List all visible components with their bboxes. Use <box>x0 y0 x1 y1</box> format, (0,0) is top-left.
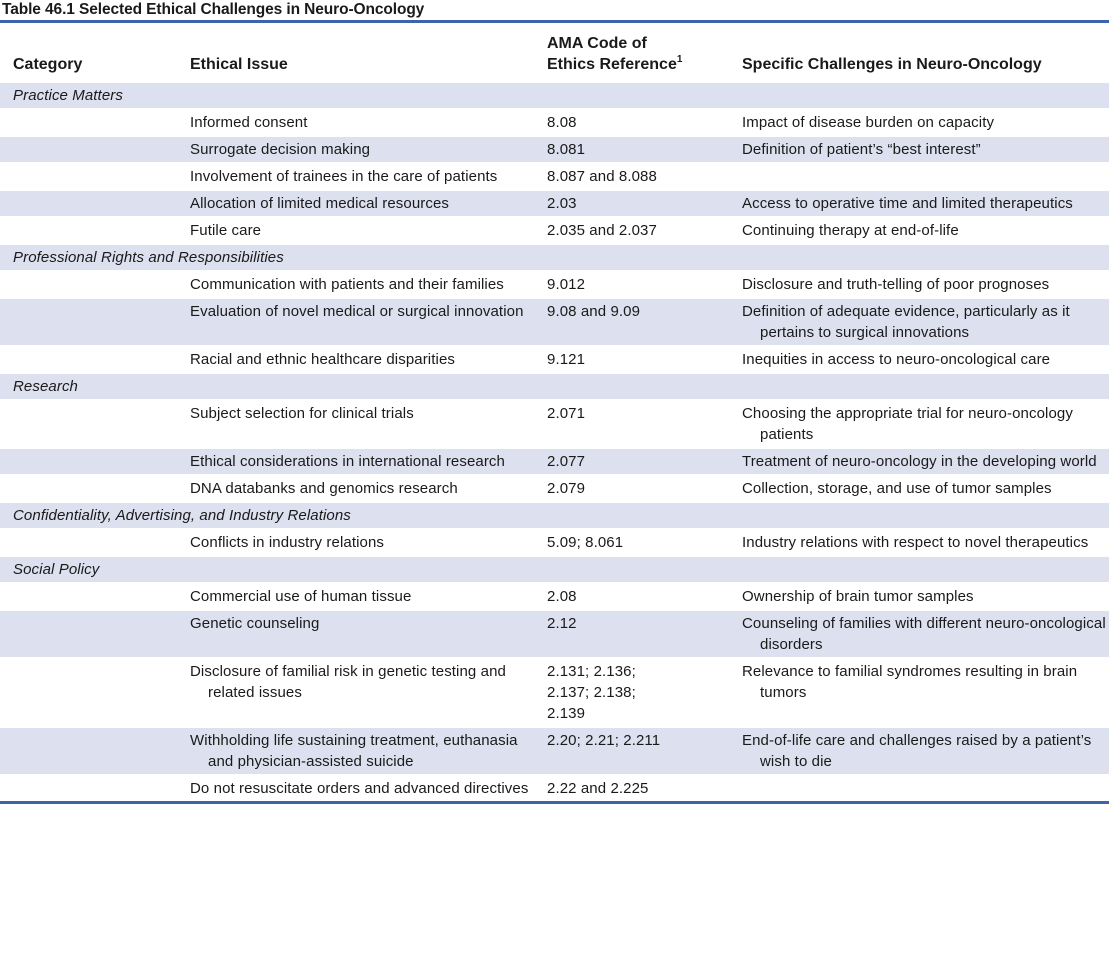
category-cell <box>0 448 177 475</box>
ethical-issue-cell <box>177 583 534 610</box>
table-row <box>0 727 1109 775</box>
specific-challenge-text: End-of-life care and challenges raised by a patient’s wish to die <box>742 732 1092 770</box>
table-row <box>0 658 1109 727</box>
ama-reference-text: 2.20; 2.21; 2.211 <box>547 732 661 749</box>
ama-reference-cell <box>534 775 729 803</box>
specific-challenge-cell <box>729 400 1109 448</box>
table-row <box>0 190 1109 217</box>
ethical-issue-cell <box>177 658 534 727</box>
ama-reference-cell <box>534 583 729 610</box>
header-ama-line1: AMA Code of <box>547 35 647 52</box>
specific-challenge-text: Relevance to familial syndromes resulting in brain tumors <box>742 663 1078 701</box>
specific-challenge-text: Industry relations with respect to novel therapeutics <box>742 534 1089 551</box>
specific-challenge-cell <box>729 529 1109 556</box>
table-row <box>0 298 1109 346</box>
category-cell <box>0 298 177 346</box>
ama-reference-cell <box>534 190 729 217</box>
table-row <box>0 448 1109 475</box>
ama-reference-cell <box>534 475 729 502</box>
category-label: Practice Matters <box>0 82 1109 109</box>
category-row <box>0 502 1109 529</box>
ama-reference-text: 2.077 <box>547 453 586 470</box>
ethical-issue-text: Allocation of limited medical resources <box>190 195 450 212</box>
specific-challenge-cell <box>729 298 1109 346</box>
specific-challenge-cell <box>729 190 1109 217</box>
table-row <box>0 217 1109 244</box>
category-row <box>0 82 1109 109</box>
specific-challenge-text: Definition of adequate evidence, particularly as it pertains to surgical innovations <box>742 303 1070 341</box>
ama-reference-cell <box>534 136 729 163</box>
ethical-issue-cell <box>177 346 534 373</box>
ethical-issue-cell <box>177 217 534 244</box>
ethical-issue-text: Evaluation of novel medical or surgical innovation <box>190 303 524 320</box>
ethical-issue-text: Withholding life sustaining treatment, euthanasia and physician-assisted suicide <box>190 732 518 770</box>
table-row <box>0 346 1109 373</box>
ama-reference-cell <box>534 271 729 298</box>
specific-challenge-cell <box>729 109 1109 136</box>
ethical-issue-text: Futile care <box>190 222 262 239</box>
specific-challenge-cell <box>729 448 1109 475</box>
ethical-issue-cell <box>177 529 534 556</box>
ama-reference-cell <box>534 400 729 448</box>
ethical-issue-text: Surrogate decision making <box>190 141 371 158</box>
category-cell <box>0 271 177 298</box>
ama-reference-cell <box>534 298 729 346</box>
category-cell <box>0 217 177 244</box>
table-caption: Table 46.1 Selected Ethical Challenges in Neuro-Oncology <box>2 1 425 18</box>
table-header <box>0 22 1109 83</box>
ama-reference-text: 9.121 <box>547 351 586 368</box>
specific-challenge-cell <box>729 217 1109 244</box>
category-cell <box>0 610 177 658</box>
specific-challenge-text: Continuing therapy at end-of-life <box>742 222 959 239</box>
specific-challenge-cell <box>729 163 1109 190</box>
specific-challenge-cell <box>729 583 1109 610</box>
ama-reference-text: 2.22 and 2.225 <box>547 780 649 797</box>
ethical-issue-text: Involvement of trainees in the care of patients <box>190 168 498 185</box>
ethical-issue-cell <box>177 136 534 163</box>
category-cell <box>0 775 177 803</box>
header-ethical-issue: Ethical Issue <box>177 22 534 83</box>
category-cell <box>0 109 177 136</box>
category-cell <box>0 475 177 502</box>
ethical-issue-text: Subject selection for clinical trials <box>190 405 414 422</box>
table-row <box>0 475 1109 502</box>
specific-challenge-text: Disclosure and truth-telling of poor prognoses <box>742 276 1050 293</box>
ama-reference-text: 8.087 and 8.088 <box>547 168 657 185</box>
specific-challenge-text: Impact of disease burden on capacity <box>742 114 995 131</box>
category-cell <box>0 529 177 556</box>
table-row <box>0 400 1109 448</box>
category-cell <box>0 583 177 610</box>
category-row <box>0 373 1109 400</box>
header-ama-line2: Ethics Reference <box>547 56 677 73</box>
ama-reference-text: 8.081 <box>547 141 586 158</box>
table-row <box>0 136 1109 163</box>
category-label: Confidentiality, Advertising, and Industry Relations <box>0 502 1109 529</box>
ama-reference-cell <box>534 163 729 190</box>
specific-challenge-text: Definition of patient’s “best interest” <box>742 141 981 158</box>
specific-challenge-text: Ownership of brain tumor samples <box>742 588 974 605</box>
ethical-issue-cell <box>177 727 534 775</box>
header-row <box>0 22 1109 83</box>
ethical-issue-cell <box>177 475 534 502</box>
ama-reference-text: 9.08 and 9.09 <box>547 303 641 320</box>
specific-challenge-cell <box>729 346 1109 373</box>
ethical-issue-cell <box>177 775 534 803</box>
ethical-issue-cell <box>177 190 534 217</box>
table-row <box>0 109 1109 136</box>
table-row <box>0 583 1109 610</box>
ama-reference-text: 2.12 <box>547 615 577 632</box>
specific-challenge-cell <box>729 136 1109 163</box>
specific-challenge-cell <box>729 271 1109 298</box>
category-cell <box>0 190 177 217</box>
ethical-issue-cell <box>177 271 534 298</box>
category-cell <box>0 658 177 727</box>
category-row <box>0 244 1109 271</box>
ama-reference-text: 8.08 <box>547 114 577 131</box>
specific-challenge-cell <box>729 475 1109 502</box>
ethical-issue-cell <box>177 448 534 475</box>
category-cell <box>0 136 177 163</box>
ethical-issue-text: Conflicts in industry relations <box>190 534 385 551</box>
specific-challenge-text: Collection, storage, and use of tumor samples <box>742 480 1052 497</box>
specific-challenge-cell <box>729 658 1109 727</box>
ama-reference-text: 5.09; 8.061 <box>547 534 624 551</box>
category-cell <box>0 727 177 775</box>
ama-reference-text: 2.08 <box>547 588 577 605</box>
specific-challenge-cell <box>729 775 1109 803</box>
ethical-issue-text: Do not resuscitate orders and advanced directives <box>190 780 529 797</box>
ethical-issue-cell <box>177 163 534 190</box>
ethical-issue-text: Ethical considerations in international research <box>190 453 505 470</box>
ama-reference-cell <box>534 727 729 775</box>
ama-reference-text: 9.012 <box>547 276 586 293</box>
specific-challenge-text: Choosing the appropriate trial for neuro-oncology patients <box>742 405 1073 443</box>
category-label: Research <box>0 373 1109 400</box>
ethical-issue-cell <box>177 400 534 448</box>
ethical-issue-text: Racial and ethnic healthcare disparities <box>190 351 455 368</box>
ama-reference-text: 2.131; 2.136; 2.137; 2.138; 2.139 <box>547 663 636 722</box>
ama-reference-cell <box>534 448 729 475</box>
table-row <box>0 529 1109 556</box>
ethical-issue-text: Informed consent <box>190 114 308 131</box>
ethical-issue-cell <box>177 109 534 136</box>
ethical-issue-cell <box>177 610 534 658</box>
ama-reference-cell <box>534 109 729 136</box>
ama-reference-cell <box>534 217 729 244</box>
ethical-issue-text: Disclosure of familial risk in genetic testing and related issues <box>190 663 506 701</box>
ethical-issue-cell <box>177 298 534 346</box>
table-row <box>0 163 1109 190</box>
ama-reference-cell <box>534 346 729 373</box>
specific-challenge-text: Treatment of neuro-oncology in the developing world <box>742 453 1097 470</box>
ama-reference-cell <box>534 658 729 727</box>
ama-reference-text: 2.071 <box>547 405 586 422</box>
ethical-issue-text: Communication with patients and their families <box>190 276 504 293</box>
ama-reference-text: 2.079 <box>547 480 586 497</box>
specific-challenge-text: Inequities in access to neuro-oncological care <box>742 351 1051 368</box>
specific-challenge-cell <box>729 727 1109 775</box>
table-row <box>0 610 1109 658</box>
ama-reference-cell <box>534 610 729 658</box>
specific-challenge-cell <box>729 610 1109 658</box>
category-row <box>0 556 1109 583</box>
header-ama-reference <box>534 22 729 83</box>
table-row <box>0 775 1109 803</box>
footnote-marker: 1 <box>676 54 683 65</box>
specific-challenge-text: Access to operative time and limited therapeutics <box>742 195 1073 212</box>
header-category: Category <box>0 22 177 83</box>
header-specific-challenges: Specific Challenges in Neuro-Oncology <box>729 22 1109 83</box>
ama-reference-text: 2.03 <box>547 195 577 212</box>
category-cell <box>0 346 177 373</box>
ethical-issue-text: Genetic counseling <box>190 615 320 632</box>
ama-reference-text: 2.035 and 2.037 <box>547 222 657 239</box>
ama-reference-cell <box>534 529 729 556</box>
category-cell <box>0 400 177 448</box>
specific-challenge-text: Counseling of families with different neuro-oncological disorders <box>742 615 1106 653</box>
ethical-issue-text: DNA databanks and genomics research <box>190 480 458 497</box>
ethical-issue-text: Commercial use of human tissue <box>190 588 412 605</box>
category-label: Professional Rights and Responsibilities <box>0 244 1109 271</box>
category-label: Social Policy <box>0 556 1109 583</box>
category-cell <box>0 163 177 190</box>
ethics-table <box>0 20 1109 804</box>
table-row <box>0 271 1109 298</box>
table-body <box>0 82 1109 803</box>
